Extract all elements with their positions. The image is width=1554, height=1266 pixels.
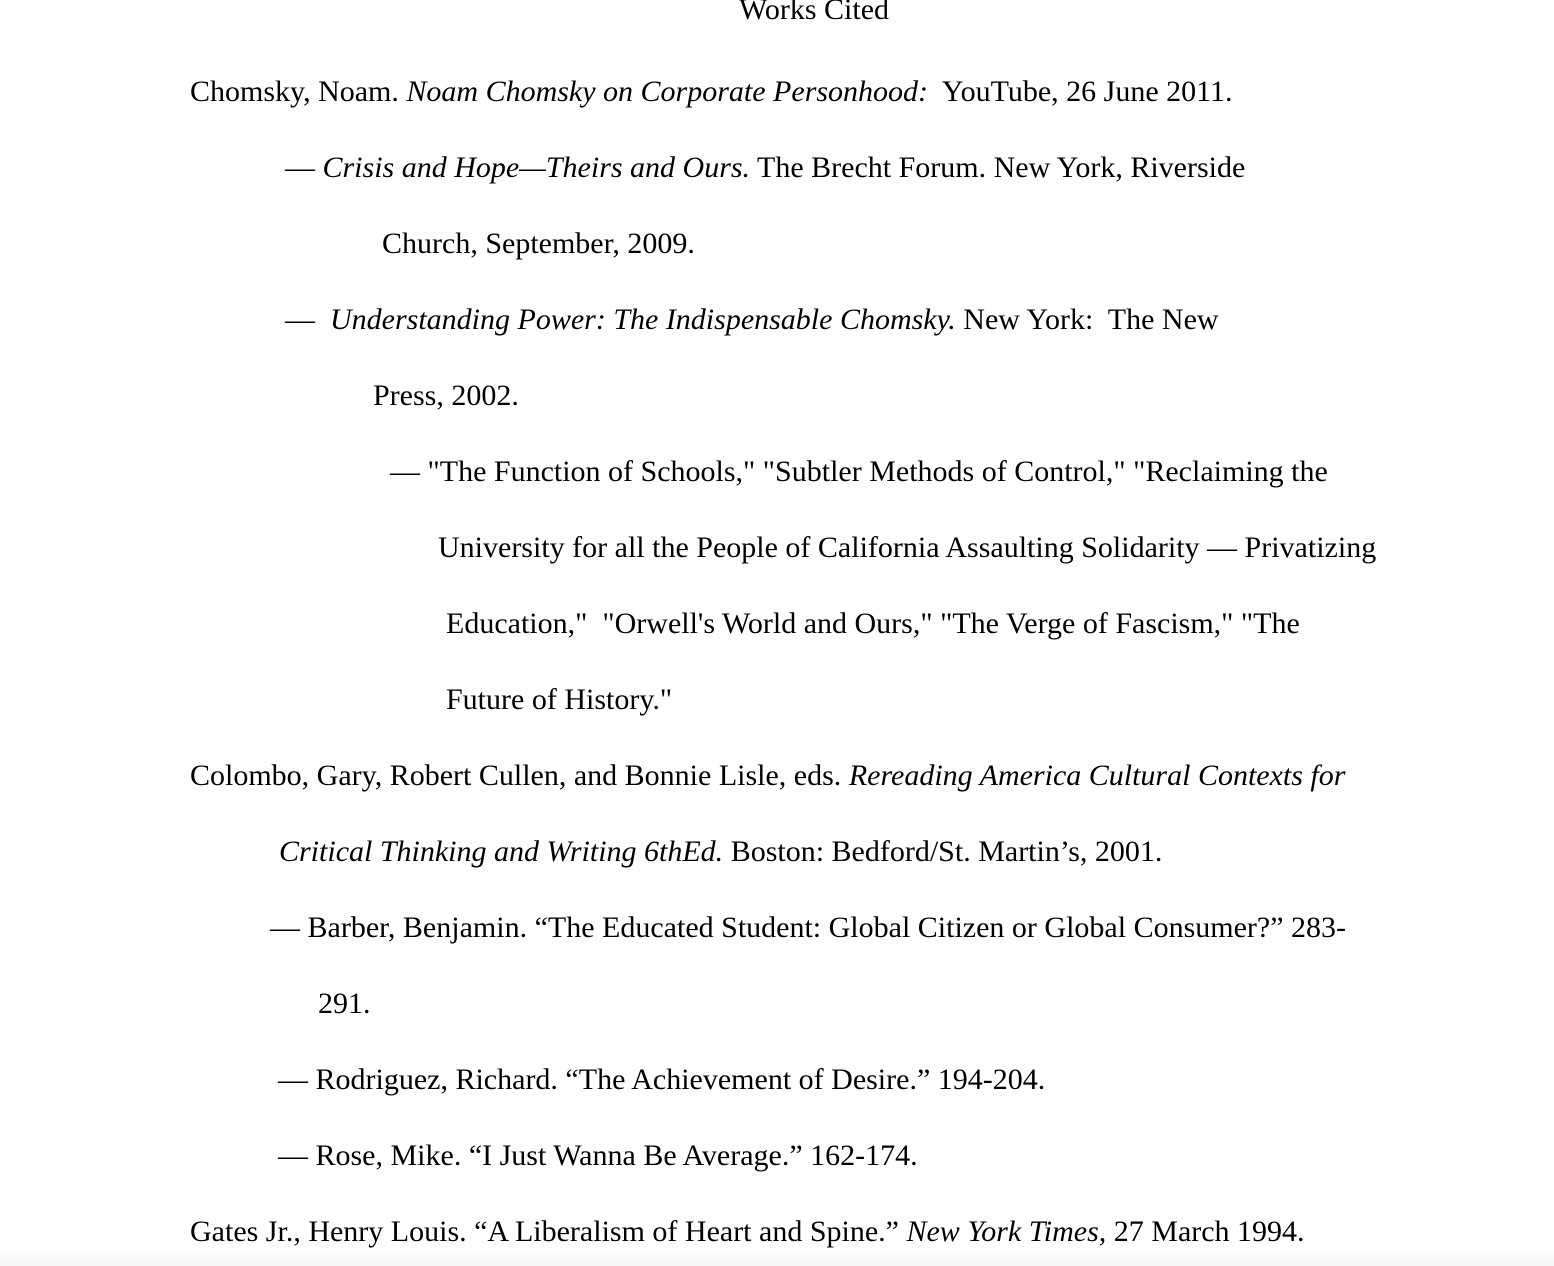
citation-entry-gates (190, 1214, 1305, 1250)
citation-entry-chomsky-personhood (190, 74, 1233, 110)
citation-continuation: Future of History." (446, 683, 673, 716)
citation-continuation (279, 834, 1162, 870)
citation-author: Gates Jr., Henry Louis. “A Liberalism of Heart and Spine.” (190, 1215, 907, 1248)
citation-entry-understanding-power (285, 302, 1219, 338)
citation-entry-rodriguez: — Rodriguez, Richard. “The Achievement of Desire.” 194-204. (278, 1063, 1046, 1096)
citation-author: Colombo, Gary, Robert Cullen, and Bonnie Lisle, eds. (190, 759, 849, 792)
citation-author: Chomsky, Noam. (190, 75, 407, 108)
citation-title: Rereading America Cultural Contexts for (848, 759, 1346, 792)
citation-entry-colombo (190, 758, 1345, 794)
citation-continuation: 291. (318, 987, 371, 1020)
citation-source: YouTube, 26 June 2011. (928, 75, 1233, 108)
citation-dash: — (285, 303, 330, 336)
citation-entry-barber: — Barber, Benjamin. “The Educated Student: Global Citizen or Global Consumer?” 283- (270, 911, 1347, 944)
citation-title: Noam Chomsky on Corporate Personhood: (406, 75, 929, 108)
citation-source: The Brecht Forum. New York, Riverside (750, 151, 1246, 184)
citation-continuation: Church, September, 2009. (382, 227, 695, 260)
page-bottom-edge (0, 1250, 1554, 1266)
citation-title: Understanding Power: The Indispensable Chomsky. (330, 303, 956, 336)
page-title: Works Cited (738, 0, 890, 26)
citation-entry-rose: — Rose, Mike. “I Just Wanna Be Average.” 162-174. (278, 1139, 918, 1172)
citation-source: New York: The New (955, 303, 1219, 336)
citation-continuation: Education," "Orwell's World and Ours," "The Verge of Fascism," "The (446, 607, 1300, 640)
citation-continuation: Press, 2002. (373, 379, 519, 412)
citation-source: 27 March 1994. (1106, 1215, 1305, 1248)
citation-entry-crisis-and-hope (285, 150, 1245, 186)
citation-continuation: University for all the People of California Assaulting Solidarity — Privatizing (438, 531, 1377, 564)
citation-source: Boston: Bedford/St. Martin’s, 2001. (723, 835, 1163, 868)
citation-title: Crisis and Hope—Theirs and Ours. (322, 151, 751, 184)
citation-title-continued: Critical Thinking and Writing 6thEd. (279, 835, 724, 868)
citation-title: New York Times, (906, 1215, 1107, 1248)
citation-dash: — (285, 151, 323, 184)
citation-entry-essays-list: — "The Function of Schools," "Subtler Methods of Control," "Reclaiming the (390, 455, 1328, 488)
